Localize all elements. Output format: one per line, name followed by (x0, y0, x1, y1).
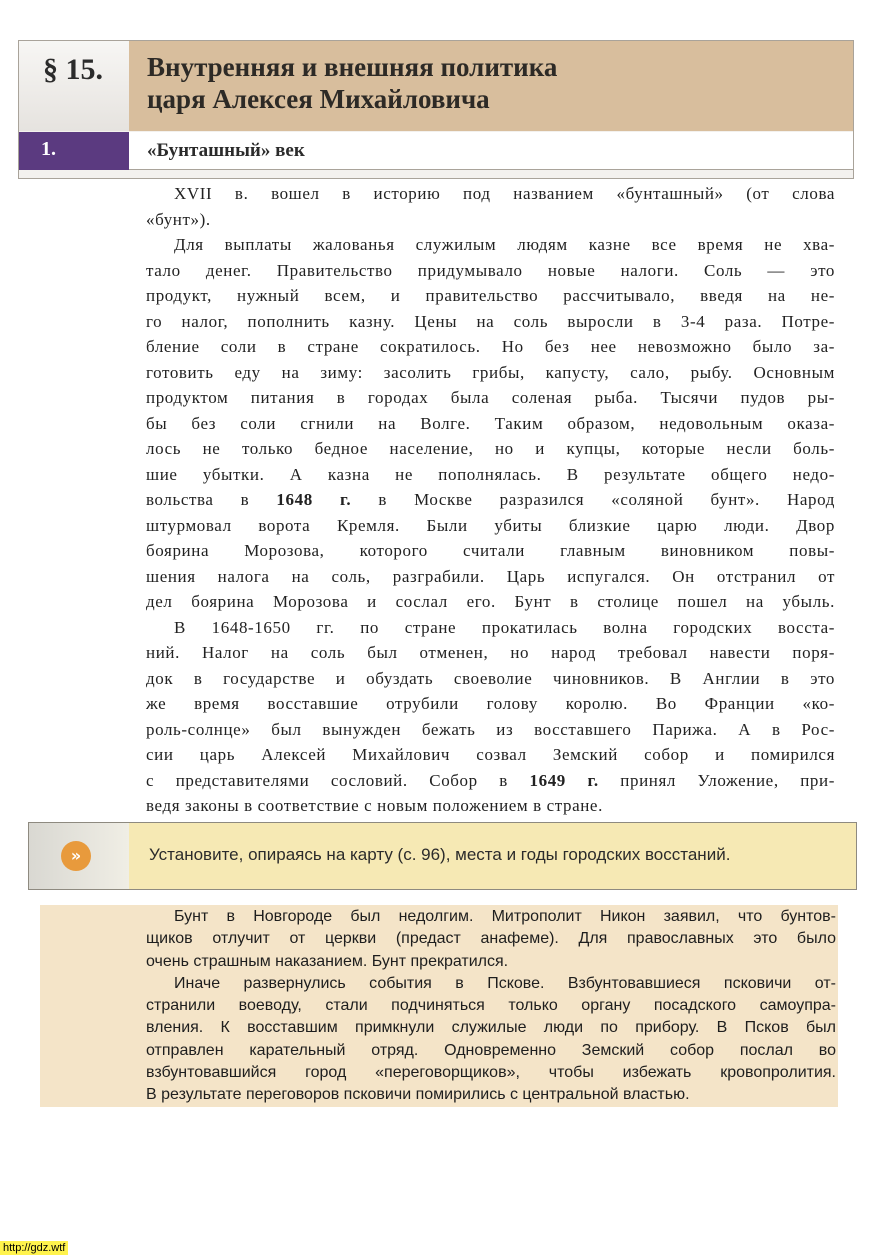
text-line (146, 283, 835, 309)
text-line (146, 360, 835, 386)
text-line (146, 589, 835, 615)
text-line (146, 513, 835, 539)
text-segment: вления. К восставшим примкнули служилые люди по прибору. В Псков был (146, 1019, 836, 1037)
text-segment: Для выплаты жалованья служилым людям казне все время не хва- (174, 235, 835, 254)
text-segment: шие убытки. А казна не пополнялась. В результате общего недо- (146, 464, 835, 484)
text-line (146, 564, 835, 590)
supplement-text (146, 906, 836, 1107)
main-text (146, 181, 835, 819)
text-segment: док в государстве и обуздать своеволие чиновников. В Англии в это (146, 668, 835, 688)
footer-link[interactable]: http://gdz.wtf (0, 1241, 68, 1255)
text-line (146, 951, 836, 973)
text-line (146, 436, 835, 462)
text-line (146, 666, 835, 692)
text-segment: лось не только бедное население, но и купцы, которые несли боль- (146, 439, 835, 458)
text-line (146, 615, 835, 641)
text-line (146, 232, 835, 258)
text-segment: сии царь Алексей Михайлович созвал Земский собор и помирился (146, 745, 835, 764)
text-segment: с представителями сословий. Собор в (146, 770, 530, 790)
text-segment: бление соли в стране сократилось. Но без нее невозможно было за- (146, 337, 835, 356)
text-segment: В 1648-1650 гг. по стране прокатилась волна городских восста- (174, 617, 835, 637)
text-line (146, 1084, 836, 1106)
text-segment: го налог, пополнить казну. Цены на соль выросли в 3-4 раза. Потре- (146, 311, 835, 331)
chapter-title (129, 41, 853, 131)
bold-date: 1648 г. (276, 490, 352, 509)
text-segment: странили воеводу, стали подчиняться только органу посадского самоупра- (146, 997, 836, 1015)
text-segment: роль-солнце» был вынужден бежать из восставшего Парижа. А в Рос- (146, 719, 835, 739)
text-line (146, 385, 835, 411)
text-segment: шения налога на соль, разграбили. Царь испугался. Он отстранил от (146, 566, 835, 586)
text-segment: XVII в. вошел в историю под названием «бунташный» (от слова (174, 184, 835, 203)
title-line: царя Алексея Михайловича (147, 84, 490, 114)
text-line (146, 207, 835, 233)
text-line (146, 334, 835, 360)
text-line (146, 258, 835, 284)
text-segment: продукт, нужный всем, и правительство рассчитывало, введя на не- (146, 286, 835, 305)
text-segment: бы без соли сгнили на Волге. Таким образом, недовольным оказа- (146, 413, 835, 433)
text-line (146, 793, 835, 819)
text-segment: Иначе развернулись события в Пскове. Взбунтовавшиеся псковичи от- (174, 974, 836, 992)
text-segment: «бунт»). (146, 209, 211, 229)
bold-date: 1649 г. (529, 770, 599, 790)
text-line (146, 411, 835, 437)
text-segment: Бунт в Новгороде был недолгим. Митрополит Никон заявил, что бунтов- (174, 908, 836, 925)
text-segment: взбунтовавшийся город «переговорщиков», чтобы избежать кровопролития. (146, 1064, 836, 1082)
paragraph-number: § 15. (19, 41, 129, 131)
text-line (146, 928, 836, 950)
text-segment: боярина Морозова, которого считали главным виновником повы- (146, 541, 835, 560)
text-line (146, 742, 835, 768)
text-segment: ний. Налог на соль был отменен, но народ требовал навести поря- (146, 643, 835, 662)
text-line (146, 973, 836, 995)
text-line (146, 717, 835, 743)
text-line (146, 691, 835, 717)
task-text: Установите, опираясь на карту (с. 96), места и годы городских восстаний. (149, 845, 731, 864)
text-segment: штурмовал ворота Кремля. Были убиты близкие царю люди. Двор (146, 515, 835, 535)
text-segment: очень страшным наказанием. Бунт прекратился. (146, 952, 509, 970)
text-line (146, 1062, 836, 1084)
text-segment: принял Уложение, при- (598, 770, 835, 790)
text-line (146, 768, 835, 794)
text-line (146, 906, 836, 928)
text-segment: щиков отлучит от церкви (предаст анафеме). Для православных это было (146, 930, 836, 948)
text-segment: готовить еду на зиму: засолить грибы, капусту, сало, рыбу. Основным (146, 362, 835, 382)
section-number: 1. (19, 132, 129, 170)
text-line (146, 181, 835, 207)
text-line (146, 640, 835, 666)
text-segment: тало денег. Правительство придумывало новые налоги. Соль — это (146, 260, 835, 280)
text-line (146, 462, 835, 488)
text-line (146, 309, 835, 335)
text-segment: вольства в (146, 490, 277, 509)
text-line (146, 538, 835, 564)
text-segment: В результате переговоров псковичи помирились с центральной властью. (146, 1086, 690, 1104)
text-line (146, 995, 836, 1017)
text-segment: отправлен карательный отряд. Одновременно Земский собор послал во (146, 1041, 836, 1059)
text-segment: дел боярина Морозова и сослал его. Бунт в столице пошел на убыль. (146, 592, 835, 611)
fast-forward-icon: » (61, 841, 91, 871)
task-banner (28, 822, 857, 890)
text-segment: ведя законы в соответствие с новым положением в стране. (146, 796, 603, 815)
text-segment: в Москве разразился «соляной бунт». Народ (351, 490, 835, 509)
text-segment: продуктом питания в городах была соленая рыба. Тысячи пудов ры- (146, 388, 835, 407)
text-line (146, 487, 835, 513)
text-segment: же время восставшие отрубили голову королю. Во Франции «ко- (146, 694, 835, 713)
section-title: «Бунташный» век (129, 132, 853, 170)
chapter-header (18, 40, 854, 179)
text-line (146, 1017, 836, 1039)
text-line (146, 1040, 836, 1062)
title-line: Внутренняя и внешняя политика (147, 52, 558, 82)
